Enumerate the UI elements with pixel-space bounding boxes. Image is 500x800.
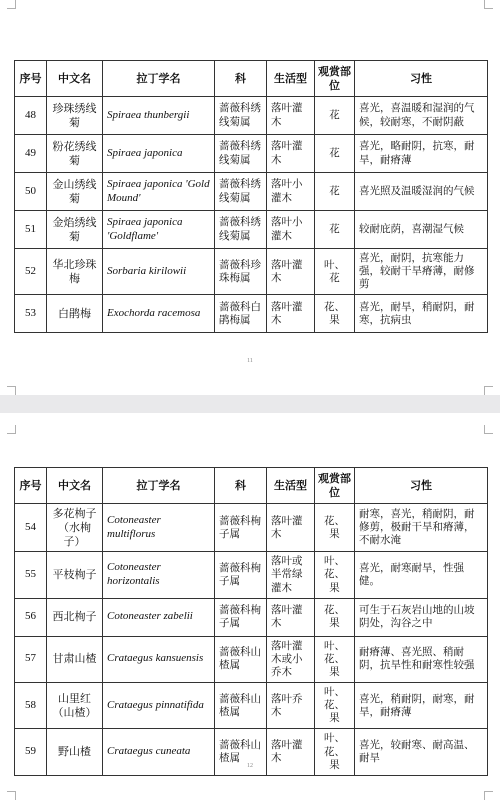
family: 蔷薇科栒子属 — [215, 552, 267, 598]
header-cell: 中文名 — [47, 468, 103, 504]
family: 蔷薇科珍珠梅属 — [215, 249, 267, 295]
chinese-name: 华北珍珠梅 — [47, 249, 103, 295]
header-cell: 拉丁学名 — [103, 468, 215, 504]
habit: 耐寒，喜光，稍耐阴，耐修剪，极耐干旱和瘠薄，不耐水淹 — [355, 504, 488, 552]
row-number: 54 — [15, 504, 47, 552]
crop-mark — [7, 386, 16, 395]
row-number: 56 — [15, 598, 47, 636]
header-cell: 序号 — [15, 61, 47, 97]
document-page-1 — [0, 0, 500, 395]
chinese-name: 甘肃山楂 — [47, 636, 103, 682]
chinese-name: 白鹃梅 — [47, 295, 103, 333]
chinese-name: 山里红（山楂） — [47, 683, 103, 729]
chinese-name: 野山楂 — [47, 729, 103, 775]
page-number: 12 — [247, 763, 253, 769]
table-row — [15, 552, 488, 598]
row-number: 49 — [15, 135, 47, 173]
chinese-name: 珍珠绣线菊 — [47, 97, 103, 135]
header-cell: 科 — [215, 468, 267, 504]
ornamental-part: 花、果 — [315, 504, 355, 552]
habit: 喜光，耐旱，稍耐阴，耐寒，抗病虫 — [355, 295, 488, 333]
life-form: 落叶灌木 — [267, 135, 315, 173]
ornamental-part: 花 — [315, 173, 355, 211]
habit: 喜光，耐阴，抗寒能力强，较耐干旱瘠薄，耐修剪 — [355, 249, 488, 295]
table-row — [15, 683, 488, 729]
crop-mark — [484, 386, 493, 395]
latin-name: Cotoneaster multiflorus — [103, 504, 215, 552]
family: 蔷薇科绣线菊属 — [215, 211, 267, 249]
life-form: 落叶灌木 — [267, 97, 315, 135]
crop-mark — [484, 791, 493, 800]
header-cell: 拉丁学名 — [103, 61, 215, 97]
header-cell: 观赏部位 — [315, 468, 355, 504]
table-row — [15, 295, 488, 333]
ornamental-part: 叶、花、果 — [315, 729, 355, 775]
row-number: 55 — [15, 552, 47, 598]
life-form: 落叶灌木或小乔木 — [267, 636, 315, 682]
chinese-name: 平枝栒子 — [47, 552, 103, 598]
latin-name: Crataegus cuneata — [103, 729, 215, 775]
table-row — [15, 97, 488, 135]
habit: 喜光，稍耐阴，耐寒，耐旱，耐瘠薄 — [355, 683, 488, 729]
header-cell: 习性 — [355, 61, 488, 97]
habit: 喜光，较耐寒、耐高温、耐旱 — [355, 729, 488, 775]
row-number: 57 — [15, 636, 47, 682]
crop-mark — [7, 425, 16, 434]
crop-mark — [484, 425, 493, 434]
table-row — [15, 173, 488, 211]
family: 蔷薇科山楂属 — [215, 636, 267, 682]
table-row — [15, 598, 488, 636]
ornamental-part: 花、果 — [315, 295, 355, 333]
life-form: 落叶灌木 — [267, 504, 315, 552]
habit: 较耐庇荫，喜潮湿气候 — [355, 211, 488, 249]
header-cell: 科 — [215, 61, 267, 97]
habit: 喜光，耐寒耐旱，性强健。 — [355, 552, 488, 598]
table-header-row — [15, 468, 488, 504]
ornamental-part: 花 — [315, 135, 355, 173]
latin-name: Spiraea japonica — [103, 135, 215, 173]
plant-table — [14, 60, 488, 333]
table-row — [15, 135, 488, 173]
header-cell: 序号 — [15, 468, 47, 504]
chinese-name: 西北栒子 — [47, 598, 103, 636]
table-header-row — [15, 61, 488, 97]
header-cell: 生活型 — [267, 61, 315, 97]
table-row — [15, 249, 488, 295]
chinese-name: 金山绣线菊 — [47, 173, 103, 211]
latin-name: Cotoneaster horizontalis — [103, 552, 215, 598]
document-page-2 — [0, 413, 500, 800]
header-cell: 观赏部位 — [315, 61, 355, 97]
header-cell: 中文名 — [47, 61, 103, 97]
latin-name: Spiraea thunbergii — [103, 97, 215, 135]
row-number: 58 — [15, 683, 47, 729]
row-number: 50 — [15, 173, 47, 211]
latin-name: Spiraea japonica 'Goldflame' — [103, 211, 215, 249]
header-cell: 习性 — [355, 468, 488, 504]
family: 蔷薇科绣线菊属 — [215, 135, 267, 173]
row-number: 48 — [15, 97, 47, 135]
page-number: 11 — [247, 358, 253, 364]
crop-mark — [7, 791, 16, 800]
life-form: 落叶灌木 — [267, 295, 315, 333]
life-form: 落叶小灌木 — [267, 173, 315, 211]
table-row — [15, 636, 488, 682]
latin-name: Exochorda racemosa — [103, 295, 215, 333]
table-row — [15, 504, 488, 552]
ornamental-part: 叶、花、果 — [315, 683, 355, 729]
habit: 喜光，略耐阴，抗寒，耐旱，耐瘠薄 — [355, 135, 488, 173]
life-form: 落叶灌木 — [267, 249, 315, 295]
crop-mark — [484, 0, 493, 9]
ornamental-part: 花、果 — [315, 598, 355, 636]
life-form: 落叶灌木 — [267, 598, 315, 636]
life-form: 落叶灌木 — [267, 729, 315, 775]
family: 蔷薇科栒子属 — [215, 504, 267, 552]
ornamental-part: 花 — [315, 211, 355, 249]
family: 蔷薇科绣线菊属 — [215, 97, 267, 135]
life-form: 落叶小灌木 — [267, 211, 315, 249]
habit: 可生于石灰岩山地的山坡阴处，沟谷之中 — [355, 598, 488, 636]
chinese-name: 粉花绣线菊 — [47, 135, 103, 173]
latin-name: Cotoneaster zabelii — [103, 598, 215, 636]
row-number: 52 — [15, 249, 47, 295]
ornamental-part: 叶、花、果 — [315, 636, 355, 682]
header-cell: 生活型 — [267, 468, 315, 504]
life-form: 落叶或半常绿灌木 — [267, 552, 315, 598]
family: 蔷薇科栒子属 — [215, 598, 267, 636]
ornamental-part: 叶、花 — [315, 249, 355, 295]
family: 蔷薇科绣线菊属 — [215, 173, 267, 211]
plant-table — [14, 467, 488, 776]
crop-mark — [7, 0, 16, 9]
row-number: 51 — [15, 211, 47, 249]
latin-name: Spiraea japonica 'Gold Mound' — [103, 173, 215, 211]
family: 蔷薇科山楂属 — [215, 683, 267, 729]
latin-name: Sorbaria kirilowii — [103, 249, 215, 295]
table-row — [15, 211, 488, 249]
latin-name: Crataegus kansuensis — [103, 636, 215, 682]
latin-name: Crataegus pinnatifida — [103, 683, 215, 729]
life-form: 落叶乔木 — [267, 683, 315, 729]
ornamental-part: 花 — [315, 97, 355, 135]
chinese-name: 多花栒子（水栒子） — [47, 504, 103, 552]
habit: 喜光，喜温暖和湿润的气候，较耐寒，不耐阴蔽 — [355, 97, 488, 135]
habit: 耐瘠薄、喜光照、稍耐阴，抗旱性和耐寒性较强 — [355, 636, 488, 682]
family: 蔷薇科白鹃梅属 — [215, 295, 267, 333]
family: 蔷薇科山楂属 — [215, 729, 267, 775]
chinese-name: 金焰绣线菊 — [47, 211, 103, 249]
ornamental-part: 叶、花、果 — [315, 552, 355, 598]
habit: 喜光照及温暖湿润的气候 — [355, 173, 488, 211]
row-number: 59 — [15, 729, 47, 775]
row-number: 53 — [15, 295, 47, 333]
